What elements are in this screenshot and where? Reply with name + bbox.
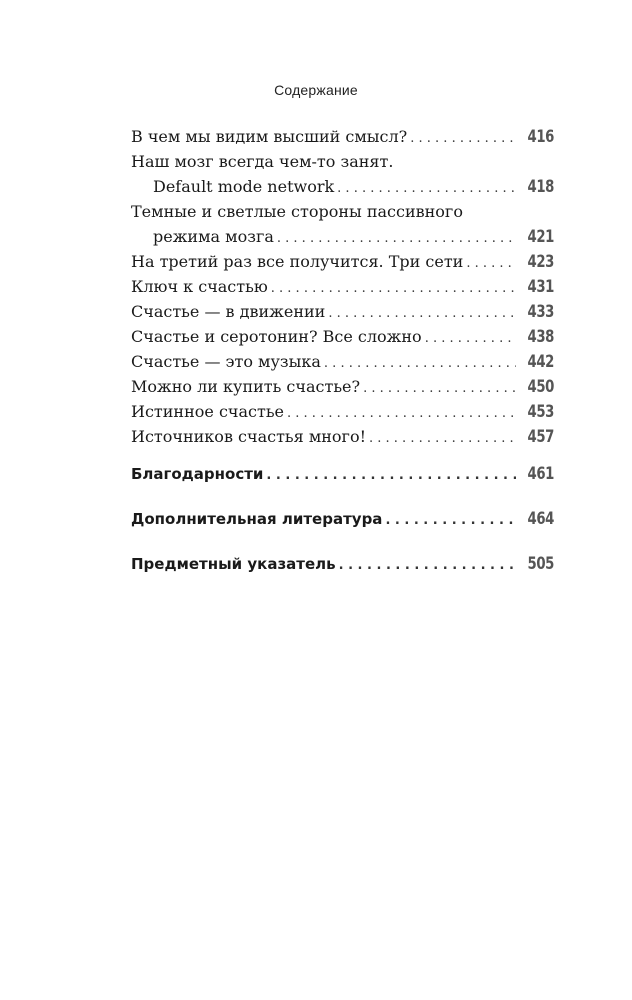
toc-entry-title: Наш мозг всегда чем-то занят. — [131, 152, 394, 171]
dot-leader — [410, 126, 516, 151]
dot-leader — [363, 376, 516, 401]
toc-entry-title: Можно ли купить счастье? — [131, 377, 361, 396]
dot-leader — [324, 351, 516, 376]
toc-entry-page: 438 — [527, 327, 554, 347]
toc-entry[interactable] — [131, 374, 554, 399]
toc-entry-page: 433 — [527, 302, 554, 322]
toc-entry[interactable] — [131, 199, 554, 249]
toc-entry-title: Счастье — в движении — [131, 302, 326, 321]
toc-entry-page: 423 — [527, 252, 554, 272]
toc-section-page: 464 — [527, 509, 554, 529]
toc-entry[interactable] — [131, 349, 554, 374]
toc-entry[interactable] — [131, 399, 554, 424]
dot-leader — [385, 508, 516, 533]
dot-leader — [337, 176, 516, 201]
toc-entry[interactable] — [131, 149, 554, 199]
toc-section[interactable] — [131, 507, 554, 532]
toc-entry-page: 450 — [527, 377, 554, 397]
toc-entry-title: На третий раз все получится. Три сети — [131, 252, 464, 271]
toc-entry-page: 442 — [527, 352, 554, 372]
toc-entry[interactable] — [131, 249, 554, 274]
toc-section[interactable] — [131, 552, 554, 577]
toc-section-title: Предметный указатель — [131, 555, 336, 573]
toc-entry-title-continued: режима мозга — [153, 227, 274, 246]
toc-section-title: Благодарности — [131, 465, 264, 483]
toc-entry[interactable] — [131, 274, 554, 299]
toc-entry-page: 457 — [527, 427, 554, 447]
dot-leader — [271, 276, 516, 301]
toc-entry[interactable] — [131, 124, 554, 149]
toc-section-page: 461 — [527, 464, 554, 484]
toc-section[interactable] — [131, 462, 554, 487]
dot-leader — [287, 401, 516, 426]
toc-section-page: 505 — [527, 554, 554, 574]
dot-leader — [466, 251, 516, 276]
toc-entry-page: 421 — [527, 227, 554, 247]
toc-entry-title: Источников счастья много! — [131, 427, 366, 446]
page-header: Содержание — [274, 82, 358, 98]
toc-entry-title: Истинное счастье — [131, 402, 285, 421]
toc-entry-title: В чем мы видим высший смысл? — [131, 127, 408, 146]
toc-entry-page: 416 — [527, 127, 554, 147]
toc-entry-title: Темные и светлые стороны пассивного — [131, 202, 463, 221]
toc-entry-title-continued: Default mode network — [153, 177, 335, 196]
dot-leader — [425, 326, 516, 351]
dot-leader — [328, 301, 516, 326]
toc-entry[interactable] — [131, 324, 554, 349]
toc-entry-title: Счастье — это музыка — [131, 352, 321, 371]
toc-entry-title: Ключ к счастью — [131, 277, 268, 296]
dot-leader — [339, 553, 516, 578]
toc-entry-page: 418 — [527, 177, 554, 197]
dot-leader — [277, 226, 516, 251]
dot-leader — [369, 426, 516, 451]
toc-entry-page: 453 — [527, 402, 554, 422]
toc-entry[interactable] — [131, 424, 554, 449]
toc-entry-page: 431 — [527, 277, 554, 297]
toc-entry-title: Счастье и серотонин? Все сложно — [131, 327, 422, 346]
toc-entry[interactable] — [131, 299, 554, 324]
dot-leader — [266, 463, 516, 488]
toc-section-title: Дополнительная литература — [131, 510, 383, 528]
table-of-contents — [131, 124, 554, 577]
